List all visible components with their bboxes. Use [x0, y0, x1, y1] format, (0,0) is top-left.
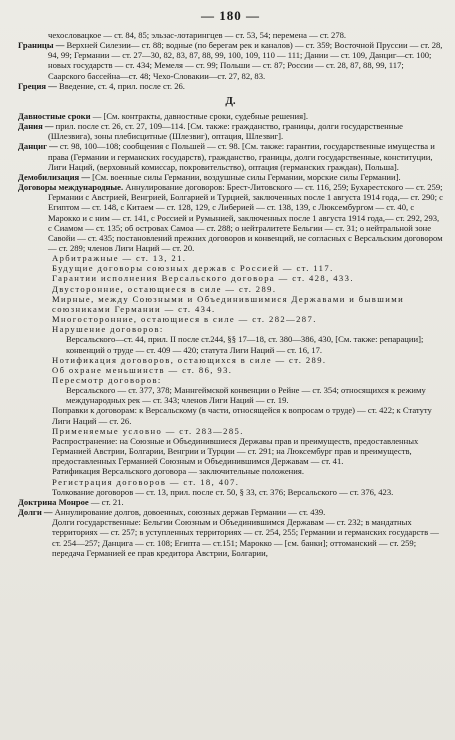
index-entry-text: Верхней Силезии— ст. 88; водные (по берегам рек и каналов) — ст. 359; Восточной Пруссии — ст. 28, 94, 99; Германии — ст. 27—30, 82, 83, 87, 88, 99, 100, 109, 110 — 111; Дании — ст. 109, Данциг—ст. 100; новых государств — ст. 434; Мемеля — ст. 99; Польши — ст. 87; России — ст. 28, 87, 88, 99, 117; Саарского бассейна—ст. 48; Чехо-Словакии—ст. 27, 82, 83. — [48, 40, 443, 81]
index-term: Демобилизация — — [18, 171, 90, 182]
index-entry-text: Версальского—ст. 44, прил. II после ст.244, §§ 17—18, ст. 380—386, 430, [См. также: репарации]; конвенций о труде — ст. 409 — 420; статута Лиги Наций — ст. 16, 17. — [66, 334, 424, 355]
index-entry — [18, 466, 443, 476]
index-term: Границы — — [18, 40, 65, 51]
index-entry — [18, 141, 443, 171]
index-term: Долги — — [18, 507, 53, 518]
index-entry-text: Введение, ст. 4, прил. после ст. 26. — [56, 80, 185, 91]
index-entry — [18, 517, 443, 558]
index-entry — [18, 40, 443, 81]
index-entry-text: Применяемые условно — ст. 283—285. — [52, 425, 244, 436]
index-entry — [18, 273, 443, 283]
index-term: Данциг — — [18, 141, 58, 152]
index-entry — [18, 30, 443, 40]
index-entry-text: Будущие договоры союзных держав с Россией — ст. 117. — [52, 263, 334, 274]
index-entry — [18, 385, 443, 405]
index-entry-text: Долги государственные: Бельгии Союзным и Объединившимся Державам — ст. 232; в мандатных территориях — ст. 257; в уступленных территориях — ст. 254, 255; Германии и германских государств — ст. 254—257; Данцига — ст. 108; Египта — ст.151; Марокко — [см. банки]; оттоманский — ст. 259; передача Германией ее прав кредитора Австрии, Болгарии, — [52, 517, 439, 558]
index-entry — [18, 121, 443, 141]
index-entry-text: Ратификация Версальского договора — заключительные положения. — [52, 466, 304, 477]
index-entry — [18, 111, 443, 121]
index-term: Греция — — [18, 80, 57, 91]
index-entry-text: прил. после ст. 26, ст. 27, 109—114. [См. также: гражданство, границы, долги государственные (Шлезвига), зоны плебисцитные (Шлезвиг), оптация, Шлезвиг]. — [48, 121, 403, 142]
index-term: Давностные сроки — [18, 110, 91, 121]
index-entry — [18, 477, 443, 487]
index-entry-text: Арбитражные — ст. 13, 21. — [52, 253, 187, 264]
index-entry-text: Аннулирование договоров: Брест-Литовского — ст. 116, 259; Бухарестского — ст. 259; Германии с Австрией, Венгрией, Болгарией и Турцией, заключенных после 1 августа 1914 года,— ст. 290; с Египтом — ст. 148, с Китаем — ст. 128, 129, с Либерией — ст. 138, 139, с Люксембургом — ст. 40, с Марокко и с ним — ст. 141, с Россией и Румынией, заключенных после 1 августа 1914 года,— ст. 292, 293, с Сиамом — ст. 135; об островах Самоа — ст. 288; о нейтралитете Бельгии — ст. 31; о нейтральной зоне Савойи — ст. 435; постановлений прежних договоров и конвенций, не согласных с Версальским договором — ст. 289; членов Лиги Наций — ст. 20. — [48, 182, 443, 253]
index-entry — [18, 436, 443, 466]
index-entry — [18, 487, 443, 497]
index-entry-text: Толкование договоров — ст. 13, прил. после ст. 50, § 33, ст. 376; Версальского — ст. 376, 423. — [52, 486, 394, 497]
index-entry — [18, 497, 443, 507]
index-entry-text: Нарушение договоров: — [52, 324, 164, 335]
entries-section-d — [18, 111, 443, 497]
entries-before-section — [18, 30, 443, 91]
index-entry-text: Версальского — ст. 377, 378; Маннгеймской конвенции о Рейне — ст. 354; относящихся к режиму международных рек — ст. 343; членов Лиги Наций — ст. 19. — [66, 385, 426, 406]
index-entry-text: Поправки к договорам: к Версальскому (в части, относящейся к вопросам о труде) — ст. 422; к Статуту Лиги Наций — ст. 26. — [52, 405, 432, 426]
index-entry — [18, 507, 443, 517]
index-entry — [18, 405, 443, 425]
index-entry — [18, 172, 443, 182]
index-entry — [18, 365, 443, 375]
page-number: — 180 — — [201, 8, 260, 23]
index-term: Дания — — [18, 121, 54, 132]
index-entry-text: [См. военные силы Германии, воздушные силы Германии, морские силы Германии]. — [89, 171, 401, 182]
index-entry — [18, 253, 443, 263]
index-entry-text: Пересмотр договоров: — [52, 375, 162, 385]
index-entry-text: Нотификация договоров, остающихся в силе — ст. 289. — [52, 354, 327, 365]
index-entry — [18, 375, 443, 385]
index-entry — [18, 182, 443, 253]
index-entry-text: Регистрация договоров — ст. 18, 407. — [52, 476, 240, 487]
index-entry — [18, 81, 443, 91]
index-term: Доктрина Монрое — [18, 496, 89, 507]
index-entry — [18, 284, 443, 294]
index-entry-text: Аннулирование долгов, довоенных, союзных держав Германии — ст. 439. — [52, 507, 326, 518]
index-entry — [18, 324, 443, 334]
index-entry — [18, 334, 443, 354]
index-entry-text: Об охране меньшинств — ст. 86, 93. — [52, 364, 233, 375]
index-entry-text: Гарантии исполнения Версальского договора — ст. 428, 433. — [52, 273, 354, 284]
entries-section-d-tail — [18, 497, 443, 558]
section-letter: Д. — [225, 94, 236, 107]
index-entry-text: Двусторонние, остающиеся в силе — ст. 289. — [52, 283, 277, 294]
index-term: Договоры международные. — [18, 182, 124, 193]
index-entry-text: ст. 98, 100—108; сообщения с Польшей — ст. 98. [См. также: гарантии, государственные имущества и права (Германии и германских государств), гражданство, границы, долги государственные, конституции, Лиги Наций, (верховный комиссар, покровительство), оптация (германских граждан), Польша]. — [48, 141, 435, 172]
index-entry-text: — ст. 21. — [88, 496, 124, 507]
index-entry-text: Распространение: на Союзные и Объединившиеся Державы прав и преимуществ, предоставленных Германией Австрии, Болгарии, Венгрии и Турции — ст. 291; на Люксембург прав и преимуществ, предоставленных Германией Союзным и Объединившимся Державам — ст. 41. — [52, 435, 419, 467]
index-entry-text: — [См. контракты, давностные сроки, судебные решения]. — [90, 110, 309, 121]
index-entry — [18, 355, 443, 365]
index-entry-text: чехословацкое — ст. 84, 85; эльзас-лотарингцев — ст. 53, 54; перемена — ст. 278. — [48, 30, 347, 40]
index-entry-text: Многосторонние, остающиеся в силе — ст. 282—287. — [52, 314, 317, 325]
index-entry — [18, 426, 443, 436]
index-entry-text: Мирные, между Союзными и Объединившимися Державами и бывшими союзниками Германии — ст. 434. — [52, 293, 405, 314]
index-entry — [18, 314, 443, 324]
index-entry — [18, 294, 443, 314]
index-entry — [18, 263, 443, 273]
